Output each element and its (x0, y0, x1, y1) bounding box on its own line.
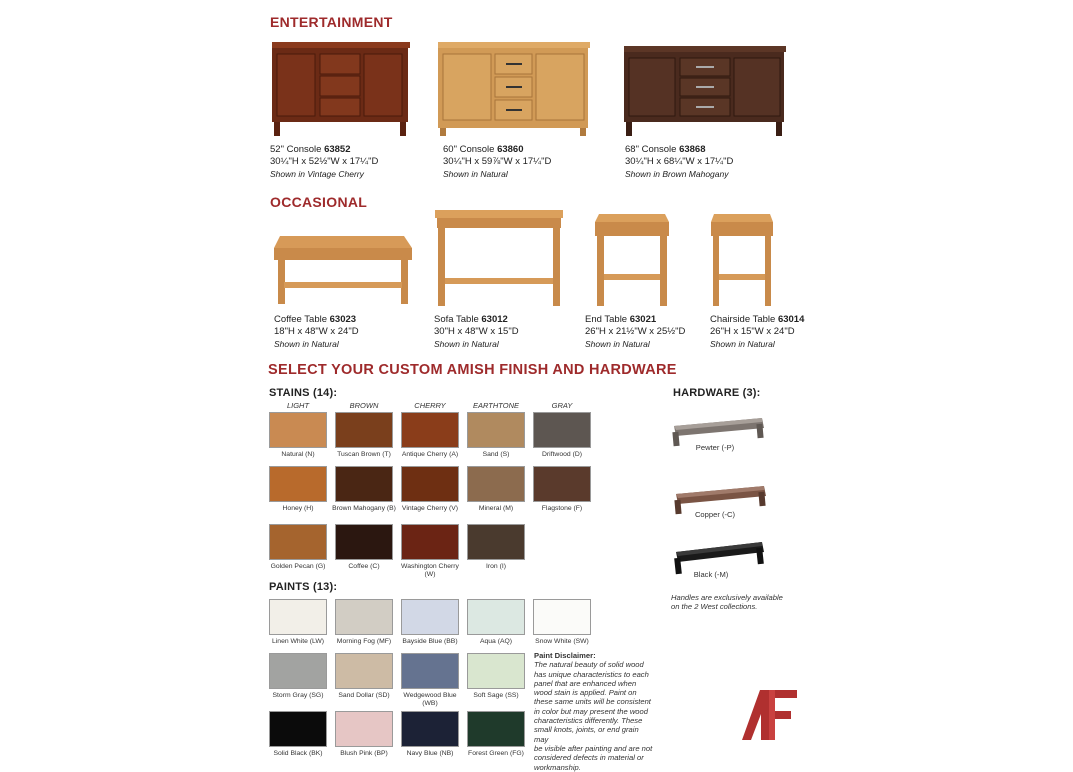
paint-swatch-label: Snow White (SW) (535, 638, 589, 645)
stain-swatch (401, 466, 459, 502)
paint-swatch (269, 599, 327, 635)
stain-swatch-label: Flagstone (F) (541, 505, 583, 512)
stain-swatch-label: Tuscan Brown (T) (337, 451, 391, 458)
end-table-image (595, 214, 671, 308)
finish-heading: SELECT YOUR CUSTOM AMISH FINISH AND HARDWARE (268, 362, 677, 378)
coffee-table-image (274, 236, 414, 308)
chairside-table-caption: Chairside Table 63014 26"H x 15"W x 24"D Shown in Natural (710, 314, 805, 349)
paint-swatch-label: Aqua (AQ) (479, 638, 513, 645)
paint-swatch-label: Forest Green (FG) (468, 750, 524, 757)
paint-swatch-label: Solid Black (BK) (273, 750, 323, 757)
stain-swatch (335, 412, 393, 448)
paints-title: PAINTS (13): (269, 581, 338, 593)
stain-swatch-label: Brown Mahogany (B) (332, 505, 396, 512)
console-68-caption: 68" Console 63868 30¼"H x 68¼"W x 17¼"D Shown in Brown Mahogany (625, 144, 734, 179)
stain-swatch-label: Golden Pecan (G) (270, 563, 326, 570)
stain-swatch-label: Sand (S) (482, 451, 510, 458)
stains-title: STAINS (14): (269, 387, 338, 399)
hardware-title: HARDWARE (3): (673, 387, 761, 399)
pewter-label: Pewter (-P) (695, 443, 735, 452)
occasional-heading: OCCASIONAL (270, 194, 368, 210)
stain-swatch (467, 524, 525, 560)
stain-swatch-label: Iron (I) (485, 563, 507, 570)
paint-swatch (533, 599, 591, 635)
paint-swatch (335, 711, 393, 747)
paint-swatch (335, 653, 393, 689)
stain-swatch-label: Vintage Cherry (V) (401, 505, 459, 512)
console-60-caption: 60" Console 63860 30¼"H x 59⅞"W x 17¼"D Shown in Natural (443, 144, 552, 179)
paint-swatch (401, 599, 459, 635)
copper-label: Copper (-C) (694, 510, 736, 519)
paint-swatch-label: Bayside Blue (BB) (402, 638, 458, 645)
stain-col-gray: GRAY (551, 401, 573, 410)
sofa-table-image (435, 210, 565, 308)
stain-swatch (467, 412, 525, 448)
paint-swatch-label: Morning Fog (MF) (336, 638, 392, 645)
stain-swatch-label: Coffee (C) (348, 563, 380, 570)
stain-swatch-label: Driftwood (D) (541, 451, 583, 458)
af-logo (742, 690, 798, 742)
paint-swatch-label: Storm Gray (SG) (272, 692, 324, 699)
stain-swatch (269, 524, 327, 560)
console-60-image (438, 42, 592, 138)
stain-swatch-label: Antique Cherry (A) (401, 451, 459, 458)
paint-swatch (467, 599, 525, 635)
hardware-note: Handles are exclusively available on the 2 West collections. (671, 593, 783, 612)
paint-disclaimer: Paint Disclaimer: The natural beauty of solid wood has unique characteristics to each panel that are enhanced when wood stain is applied. Paint on these same units will be consistent in color but may present the wood characteristics differently. These small knots, joints, or end grain may be visible after painting and are not considered defects in material or workmanship. (534, 651, 653, 772)
console-68-image (624, 46, 786, 138)
stain-swatch (335, 524, 393, 560)
paint-swatch (401, 653, 459, 689)
chairside-table-image (711, 214, 775, 308)
stain-swatch-label: Mineral (M) (478, 505, 514, 512)
black-label: Black (-M) (693, 570, 729, 579)
stain-swatch (269, 466, 327, 502)
stain-swatch (533, 412, 591, 448)
paint-swatch-label: Blush Pink (BP) (340, 750, 388, 757)
stain-swatch-label: Honey (H) (282, 505, 314, 512)
stain-swatch-label: Natural (N) (281, 451, 315, 458)
paint-swatch-label: Navy Blue (NB) (406, 750, 454, 757)
stain-swatch (269, 412, 327, 448)
console-52-image (272, 42, 412, 138)
paint-swatch (269, 653, 327, 689)
end-table-caption: End Table 63021 26"H x 21½"W x 25½"D Shown in Natural (585, 314, 686, 349)
paint-swatch (467, 653, 525, 689)
paint-swatch (335, 599, 393, 635)
paint-swatch-label: Soft Sage (SS) (473, 692, 519, 699)
stain-swatch (401, 524, 459, 560)
paint-swatch (401, 711, 459, 747)
entertainment-heading: ENTERTAINMENT (270, 14, 393, 30)
stain-swatch-label: Washington Cherry (W) (401, 563, 459, 578)
console-52-caption: 52" Console 63852 30¼"H x 52½"W x 17¼"D Shown in Vintage Cherry (270, 144, 379, 179)
paint-swatch (467, 711, 525, 747)
stain-col-earthtone: EARTHTONE (473, 401, 519, 410)
sofa-table-caption: Sofa Table 63012 30"H x 48"W x 15"D Shown in Natural (434, 314, 519, 349)
stain-col-light: LIGHT (286, 401, 310, 410)
stain-swatch (401, 412, 459, 448)
stain-col-cherry: CHERRY (414, 401, 446, 410)
paint-swatch (269, 711, 327, 747)
stain-swatch (335, 466, 393, 502)
paint-swatch-label: Sand Dollar (SD) (338, 692, 390, 699)
paint-swatch-label: Linen White (LW) (272, 638, 324, 645)
stain-col-brown: BROWN (349, 401, 379, 410)
paint-swatch-label: Wedgewood Blue (WB) (403, 692, 457, 707)
coffee-table-caption: Coffee Table 63023 18"H x 48"W x 24"D Shown in Natural (274, 314, 359, 349)
stain-swatch (533, 466, 591, 502)
stain-swatch (467, 466, 525, 502)
